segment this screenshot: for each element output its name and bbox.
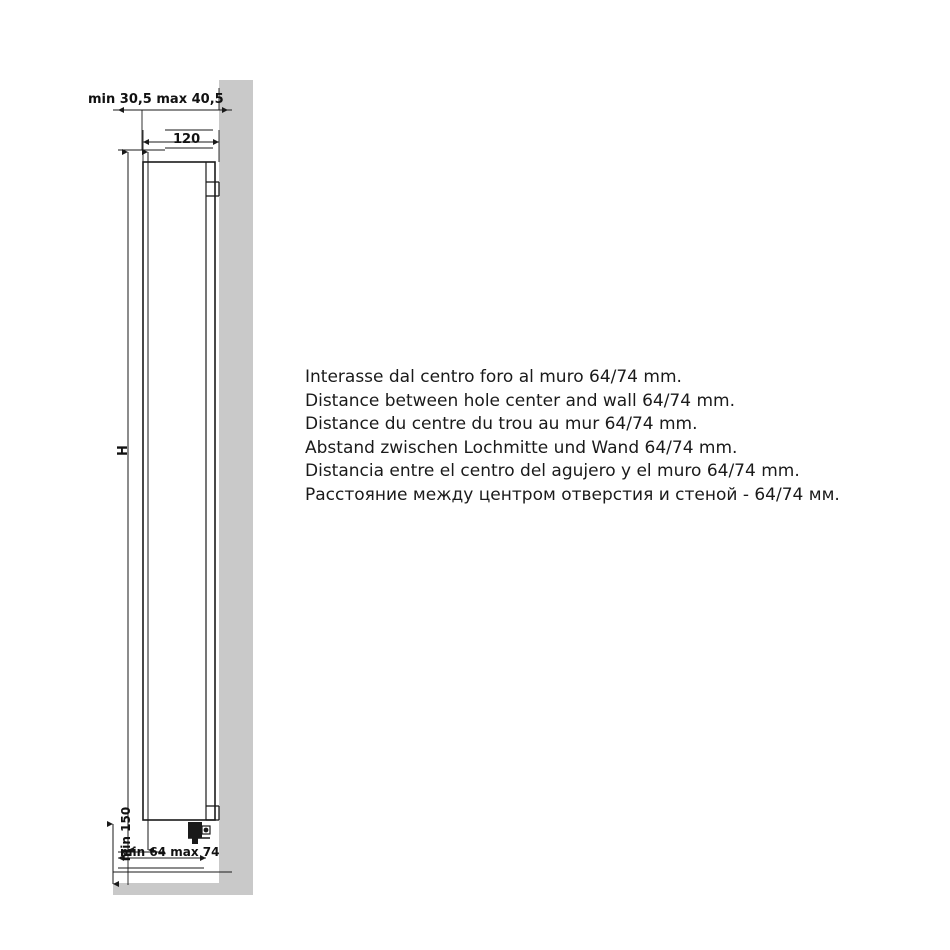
dimension-height-symbol: H [115,445,131,456]
note-line-de: Abstand zwischen Lochmitte und Wand 64/74 mm. [305,437,738,458]
note-line-fr: Distance du centre du trou au mur 64/74 mm. [305,414,698,434]
note-line-en: Distance between hole center and wall 64/74 mm. [305,390,735,411]
dimension-top-offset: min 30,5 max 40,5 [88,92,224,107]
note-line-it: Interasse dal centro foro al muro 64/74 mm. [305,367,682,387]
note-line-ru: Расстояние между центром отверстия и стеной - 64/74 мм. [305,484,840,505]
dimension-depth: 120 [173,132,201,147]
radiator-body [143,162,215,820]
dimension-bottom-height: min 150 [119,806,134,862]
note-line-es: Distancia entre el centro del agujero y el muro 64/74 mm. [305,461,800,481]
dimension-bottom-offset: min 64 max 74 [120,845,220,859]
multilingual-note-block [305,366,905,507]
